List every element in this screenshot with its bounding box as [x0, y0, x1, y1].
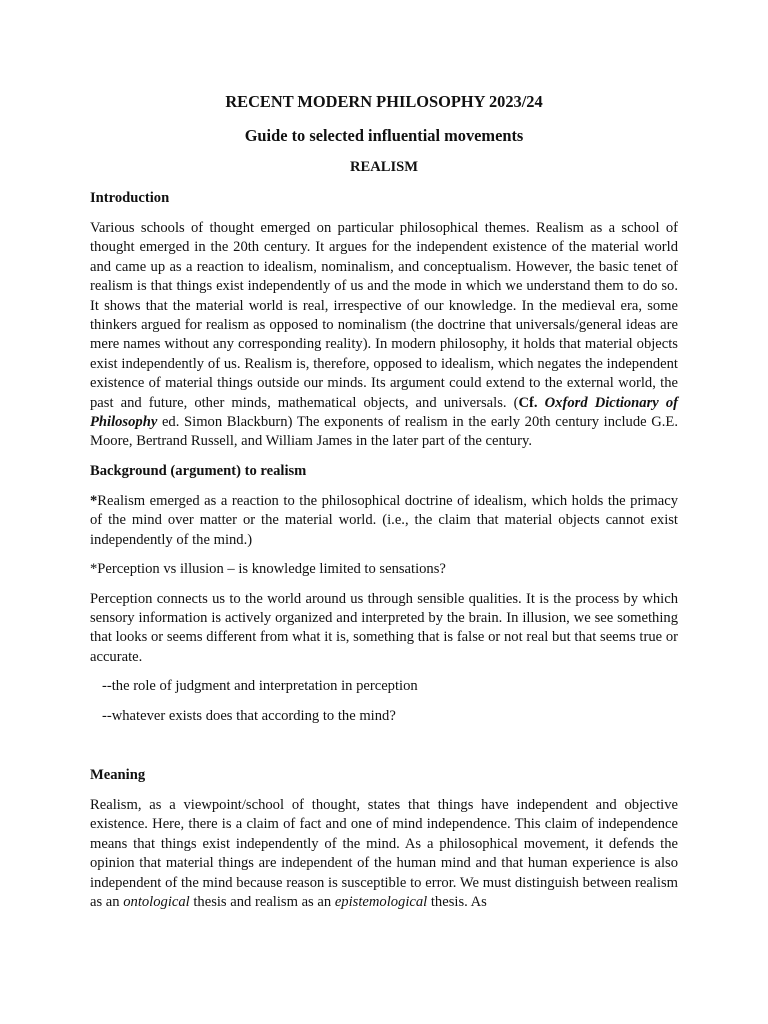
- introduction-heading: Introduction: [90, 190, 170, 206]
- meaning-text-end: thesis. As: [427, 893, 487, 910]
- document-title: RECENT MODERN PHILOSOPHY 2023/24: [225, 92, 543, 111]
- background-paragraph-3: Perception connects us to the world around us through sensible qualities. It is the process by which sensory information is actively organized and interpreted by the brain. In illusion, we see something that looks or seems different from what it is, something that is false or not real but that seems true or accurate.: [90, 590, 678, 665]
- meaning-text-mid: thesis and realism as an: [189, 893, 335, 910]
- background-paragraph-2: *Perception vs illusion – is knowledge limited to sensations?: [90, 561, 446, 578]
- introduction-paragraph: [90, 219, 678, 452]
- book-title: Oxford Dictionary of Philosophy: [90, 394, 678, 431]
- background-paragraph-1: [90, 492, 678, 550]
- introduction-text-end: ed. Simon Blackburn) The exponents of realism in the early 20th century include G.E. Moore, Bertrand Russell, and William James in the later part of the century.: [90, 414, 678, 450]
- asterisk-marker: *: [90, 492, 98, 509]
- meaning-paragraph: [90, 796, 678, 912]
- list-item: --the role of judgment and interpretation in perception: [102, 678, 418, 695]
- meaning-text-start: Realism, as a viewpoint/school of thought, states that things have independent and objective existence. Here, there is a claim of fact and one of mind independence. This claim of independence means that things exist independently of the mind. As a philosophical movement, it defends the opinion that material things are independent of the human mind and that human experience is also independent of the mind because reason is susceptible to error. We must distinguish between realism as an: [90, 796, 678, 910]
- epistemological-term: epistemological: [334, 893, 428, 910]
- cf-abbrev: Cf.: [518, 394, 538, 411]
- list-item: --whatever exists does that according to the mind?: [102, 707, 396, 724]
- section-title: REALISM: [349, 159, 419, 175]
- background-heading: Background (argument) to realism: [90, 462, 307, 479]
- ontological-term: ontological: [123, 893, 190, 910]
- spacer: [90, 736, 678, 766]
- introduction-text: Various schools of thought emerged on particular philosophical themes. Realism as a school of thought emerged in the 20th century. It argues for the independent existence of the material world and came up as a reaction to idealism, nominalism, and conceptualism. However, the basic tenet of realism is that things exist independently of us and the mode in which we understand them to do so. It shows that the material world is real, irrespective of our knowledge. In the medieval era, some thinkers argued for realism as opposed to nominalism (the doctrine that universals/general ideas are mere names without any corresponding reality). In modern philosophy, it holds that material objects exist independently of us. Realism is, therefore, opposed to idealism, which negates the independent existence of material things outside our minds. Its argument could extend to the external world, the past and future, other minds, mathematical objects, and universals. (: [90, 220, 678, 411]
- meaning-heading: Meaning: [90, 766, 146, 783]
- document-subtitle: Guide to selected influential movements: [244, 126, 524, 145]
- background-text-1: Realism emerged as a reaction to the philosophical doctrine of idealism, which holds the primacy of the mind over matter or the material world. (i.e., the claim that material objects cannot exist independently of the mind.): [90, 492, 678, 548]
